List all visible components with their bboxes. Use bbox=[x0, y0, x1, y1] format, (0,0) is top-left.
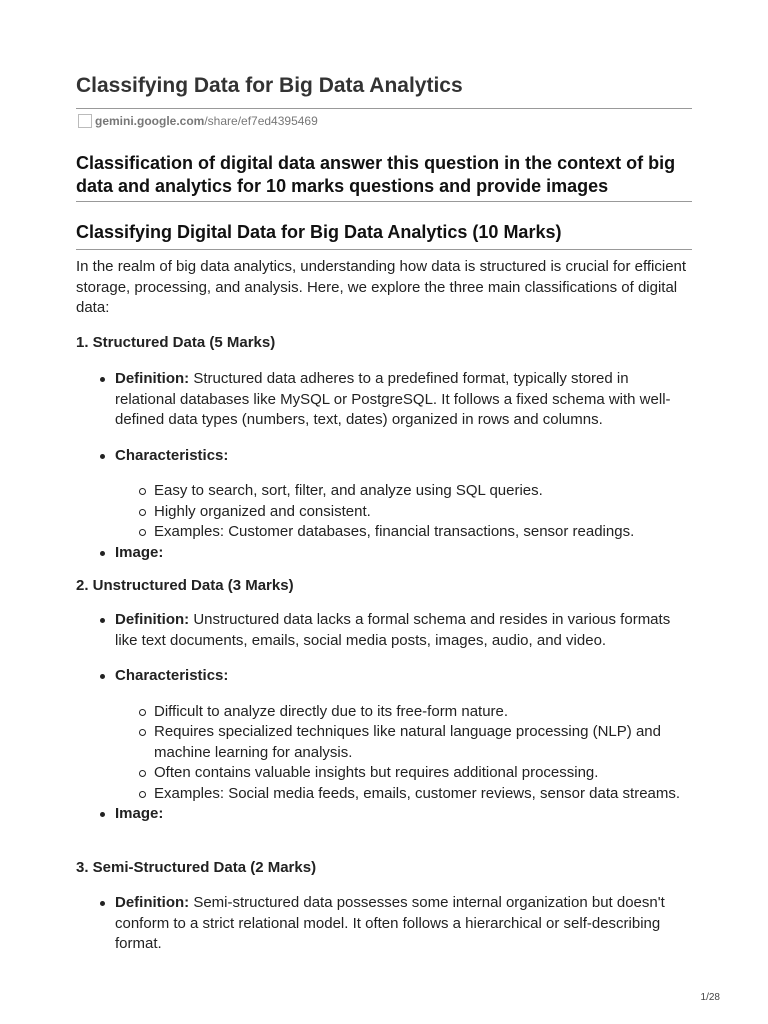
list-item: Often contains valuable insights but requires additional processing. bbox=[115, 763, 692, 784]
section-list-unstructured bbox=[76, 610, 692, 825]
source-link[interactable] bbox=[78, 114, 318, 128]
answer-heading: Classifying Digital Data for Big Data Analytics (10 Marks) bbox=[76, 222, 562, 242]
list-item: Requires specialized techniques like natural language processing (NLP) and machine learning for analysis. bbox=[115, 722, 692, 763]
characteristics-list bbox=[115, 702, 692, 805]
page-number: 1/28 bbox=[700, 992, 720, 1003]
source-path: /share/ef7ed4395469 bbox=[204, 114, 318, 128]
list-item-definition bbox=[76, 893, 692, 955]
intro-paragraph: In the realm of big data analytics, understanding how data is structured is crucial for efficient storage, processing, and analysis. Here, we explore the three main classifications of digital data: bbox=[76, 258, 687, 316]
section-heading-structured: 1. Structured Data (5 Marks) bbox=[76, 334, 276, 351]
list-item: Highly organized and consistent. bbox=[115, 502, 692, 523]
list-item: Examples: Social media feeds, emails, customer reviews, sensor data streams. bbox=[115, 784, 692, 805]
list-item-definition bbox=[76, 610, 692, 651]
characteristics-list bbox=[115, 481, 692, 543]
section-heading-semi-structured: 3. Semi-Structured Data (2 Marks) bbox=[76, 859, 317, 876]
image-label: Image: bbox=[115, 543, 164, 561]
list-item-definition bbox=[76, 369, 692, 431]
definition-label: Definition: bbox=[115, 894, 190, 911]
spacer bbox=[115, 687, 692, 702]
definition-text: Unstructured data lacks a formal schema and resides in various formats like text documents, emails, social media posts, images, audio, and video. bbox=[115, 611, 671, 649]
spacer bbox=[76, 431, 692, 446]
list-item-image bbox=[76, 804, 692, 825]
spacer bbox=[76, 651, 692, 666]
question-divider bbox=[76, 201, 692, 202]
document-title: Classifying Data for Big Data Analytics bbox=[76, 74, 463, 97]
list-item-image bbox=[76, 543, 692, 564]
section-heading-unstructured: 2. Unstructured Data (3 Marks) bbox=[76, 577, 294, 594]
characteristics-label: Characteristics: bbox=[115, 667, 229, 684]
list-item: Difficult to analyze directly due to its free-form nature. bbox=[115, 702, 692, 723]
heading-divider bbox=[76, 249, 692, 250]
definition-text: Structured data adheres to a predefined format, typically stored in relational databases like MySQL or PostgreSQL. It follows a fixed schema with well-defined data types (numbers, text, dates) organized in rows and columns. bbox=[115, 370, 671, 428]
list-item: Easy to search, sort, filter, and analyze using SQL queries. bbox=[115, 481, 692, 502]
definition-label: Definition: bbox=[115, 611, 190, 628]
section-list-structured bbox=[76, 369, 692, 563]
list-item: Examples: Customer databases, financial transactions, sensor readings. bbox=[115, 522, 692, 543]
list-item-characteristics bbox=[76, 666, 692, 804]
definition-label: Definition: bbox=[115, 370, 190, 387]
characteristics-label: Characteristics: bbox=[115, 446, 229, 464]
section-list-semi-structured bbox=[76, 893, 692, 955]
definition-text: Semi-structured data possesses some internal organization but doesn't conform to a strict relational model. It often follows a hierarchical or self-describing format. bbox=[115, 894, 665, 952]
spacer bbox=[115, 466, 692, 481]
title-divider bbox=[76, 108, 692, 109]
favicon-icon bbox=[78, 114, 92, 128]
image-label: Image: bbox=[115, 805, 164, 822]
source-domain: gemini.google.com bbox=[95, 114, 205, 128]
list-item-characteristics bbox=[76, 446, 692, 543]
user-question: Classification of digital data answer this question in the context of big data and analytics for 10 marks questions and provide images bbox=[76, 153, 676, 196]
